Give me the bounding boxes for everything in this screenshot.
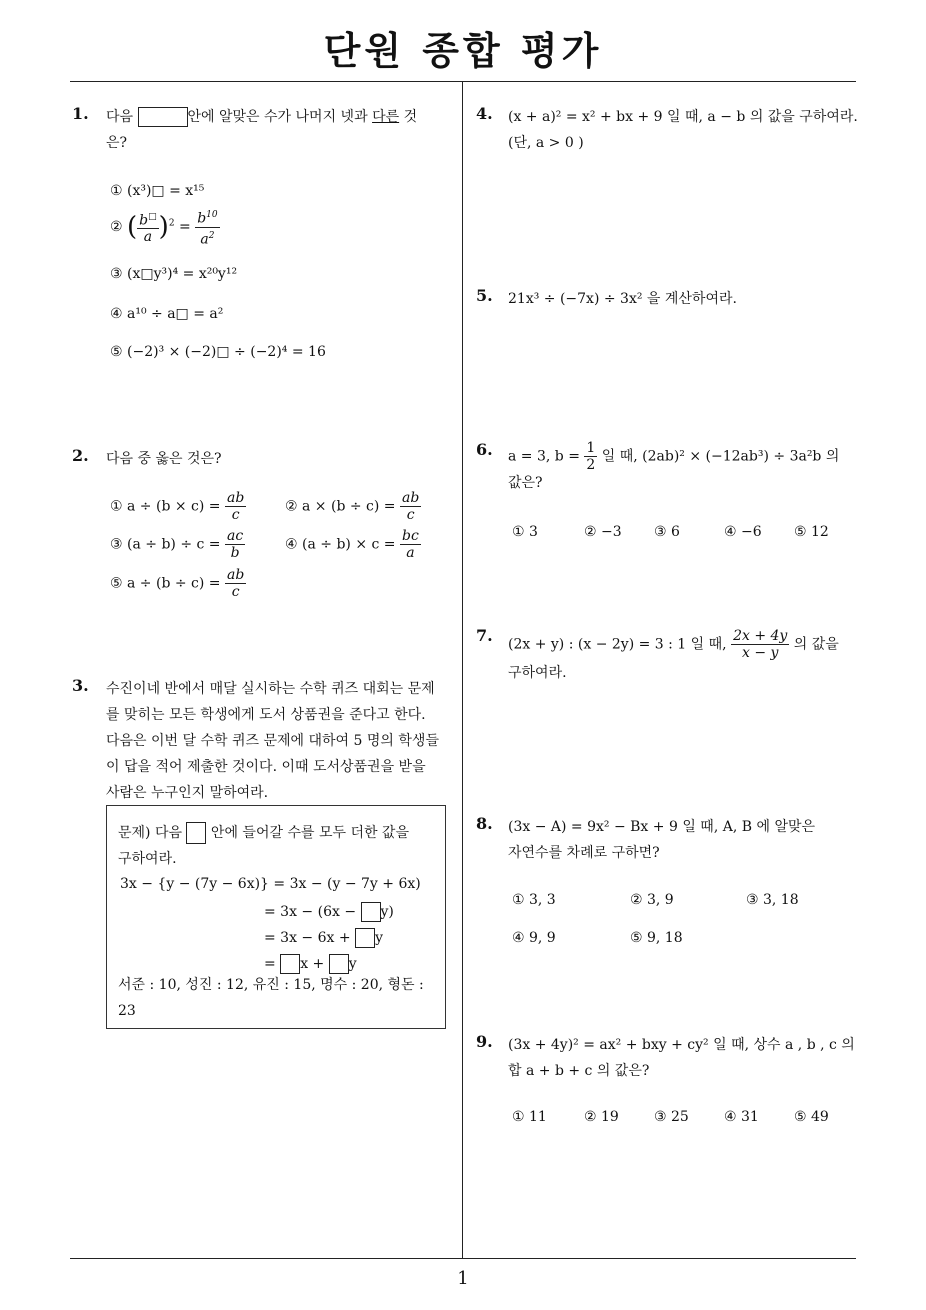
page-title: 단원 종합 평가 [323, 29, 603, 73]
equation-line-2: = 3x − (6x − y) [264, 904, 394, 920]
question-number: 9. [476, 1032, 493, 1051]
option-4[interactable]: ④ a¹⁰ ÷ a□ = a² [110, 306, 224, 322]
equation-line-1: 3x − {y − (7y − 6x)} = 3x − (y − 7y + 6x) [120, 876, 421, 892]
option-3[interactable]: ③ (x□y³)⁴ = x²⁰y¹² [110, 266, 238, 282]
box-line-2: 구하여라. [118, 851, 177, 867]
question-4-line-2: (단, a > 0 ) [508, 135, 584, 151]
question-3-line: 를 맞히는 모든 학생에게 도서 상품권을 준다고 한다. [106, 707, 426, 723]
page-number: 1 [457, 1268, 469, 1289]
option-1[interactable]: ① 3, 3 [512, 892, 556, 908]
option-2[interactable]: ② 3, 9 [630, 892, 674, 908]
option-5[interactable]: ⑤ 49 [794, 1109, 829, 1125]
option-2[interactable]: ② 19 [584, 1109, 619, 1125]
option-5[interactable]: ⑤ a ÷ (b ÷ c) = $\frac{ab}{c}$ [110, 567, 245, 600]
option-4[interactable]: ④ (a ÷ b) × c = $\frac{bc}{a}$ [285, 528, 419, 561]
option-3[interactable]: ③ 6 [654, 524, 680, 540]
question-number: 6. [476, 440, 493, 459]
question-5-text: 21x³ ÷ (−7x) ÷ 3x² 을 계산하여라. [508, 291, 737, 307]
question-3-line: 이 답을 적어 제출한 것이다. 이때 도서상품권을 받을 [106, 759, 426, 775]
question-8-line-2: 자연수를 차례로 구하면? [508, 845, 660, 861]
option-2[interactable]: ② −3 [584, 524, 622, 540]
question-number: 3. [72, 676, 89, 695]
question-number: 2. [72, 446, 89, 465]
question-4-line-1: (x + a)² = x² + bx + 9 일 때, a − b 의 값을 구하여라. [508, 109, 858, 125]
top-divider [70, 81, 856, 82]
equation-line-3: = 3x − 6x + y [264, 930, 383, 946]
question-7-line-2: 구하여라. [508, 665, 567, 681]
option-4[interactable]: ④ 31 [724, 1109, 759, 1125]
question-9-line-1: (3x + 4y)² = ax² + bxy + cy² 일 때, 상수 a , b , c 의 [508, 1037, 855, 1053]
question-number: 5. [476, 286, 493, 305]
question-6-line-2: 값은? [508, 475, 543, 491]
option-2[interactable]: ② a × (b ÷ c) = $\frac{ab}{c}$ [285, 490, 420, 523]
answer-blank-box [280, 954, 300, 974]
question-3-line: 사람은 누구인지 말하여라. [106, 785, 269, 801]
question-1-line-2: 은? [106, 135, 128, 151]
question-3-line: 수진이네 반에서 매달 실시하는 수학 퀴즈 대회는 문제 [106, 681, 435, 697]
question-number: 8. [476, 814, 493, 833]
answer-blank-box [355, 928, 375, 948]
answer-blank-box [138, 107, 188, 127]
question-2-text: 다음 중 옳은 것은? [106, 451, 222, 467]
equation-line-4: = x + y [264, 956, 357, 972]
question-number: 4. [476, 104, 493, 123]
option-5[interactable]: ⑤ 9, 18 [630, 930, 683, 946]
question-3-line: 다음은 이번 달 수학 퀴즈 문제에 대하여 5 명의 학생들 [106, 733, 439, 749]
question-number: 1. [72, 104, 89, 123]
box-line-1: 문제) 다음 안에 들어갈 수를 모두 더한 값을 [118, 820, 409, 846]
option-4[interactable]: ④ −6 [724, 524, 762, 540]
question-1-line-1: 다음 안에 알맞은 수가 나머지 넷과 다른 것 [106, 109, 418, 125]
question-8-line-1: (3x − A) = 9x² − Bx + 9 일 때, A, B 에 알맞은 [508, 819, 816, 835]
option-1[interactable]: ① (x³)□ = x¹⁵ [110, 183, 205, 199]
option-1[interactable]: ① 11 [512, 1109, 547, 1125]
question-7-line-1: (2x + y) : (x − 2y) = 3 : 1 일 때, $\frac{2x + 4y}{x - y}$ 의 값을 [508, 628, 839, 661]
question-9-line-2: 합 a + b + c 의 값은? [508, 1063, 650, 1079]
bottom-divider [70, 1258, 856, 1259]
option-2[interactable]: ② ( $\frac{b^□}{a}$ )$^2$ = $\frac{b^{10}}{a^2}$ [110, 207, 220, 247]
student-answers: 23 [118, 1003, 136, 1019]
option-4[interactable]: ④ 9, 9 [512, 930, 556, 946]
option-1[interactable]: ① a ÷ (b × c) = $\frac{ab}{c}$ [110, 490, 245, 523]
student-answers: 서준 : 10, 성진 : 12, 유진 : 15, 명수 : 20, 형돈 : [118, 977, 424, 993]
option-3[interactable]: ③ (a ÷ b) ÷ c = $\frac{ac}{b}$ [110, 528, 244, 561]
answer-blank-box [361, 902, 381, 922]
column-divider [462, 82, 463, 1258]
option-3[interactable]: ③ 25 [654, 1109, 689, 1125]
question-number: 7. [476, 626, 493, 645]
answer-blank-box [329, 954, 349, 974]
question-6-line-1: a = 3, b = $\frac{1}{2}$ 일 때, (2ab)² × (−12ab³) ÷ 3a²b 의 [508, 440, 840, 473]
answer-blank-box [186, 822, 206, 844]
option-3[interactable]: ③ 3, 18 [746, 892, 799, 908]
option-5[interactable]: ⑤ (−2)³ × (−2)□ ÷ (−2)⁴ = 16 [110, 344, 326, 360]
option-1[interactable]: ① 3 [512, 524, 538, 540]
option-5[interactable]: ⑤ 12 [794, 524, 829, 540]
